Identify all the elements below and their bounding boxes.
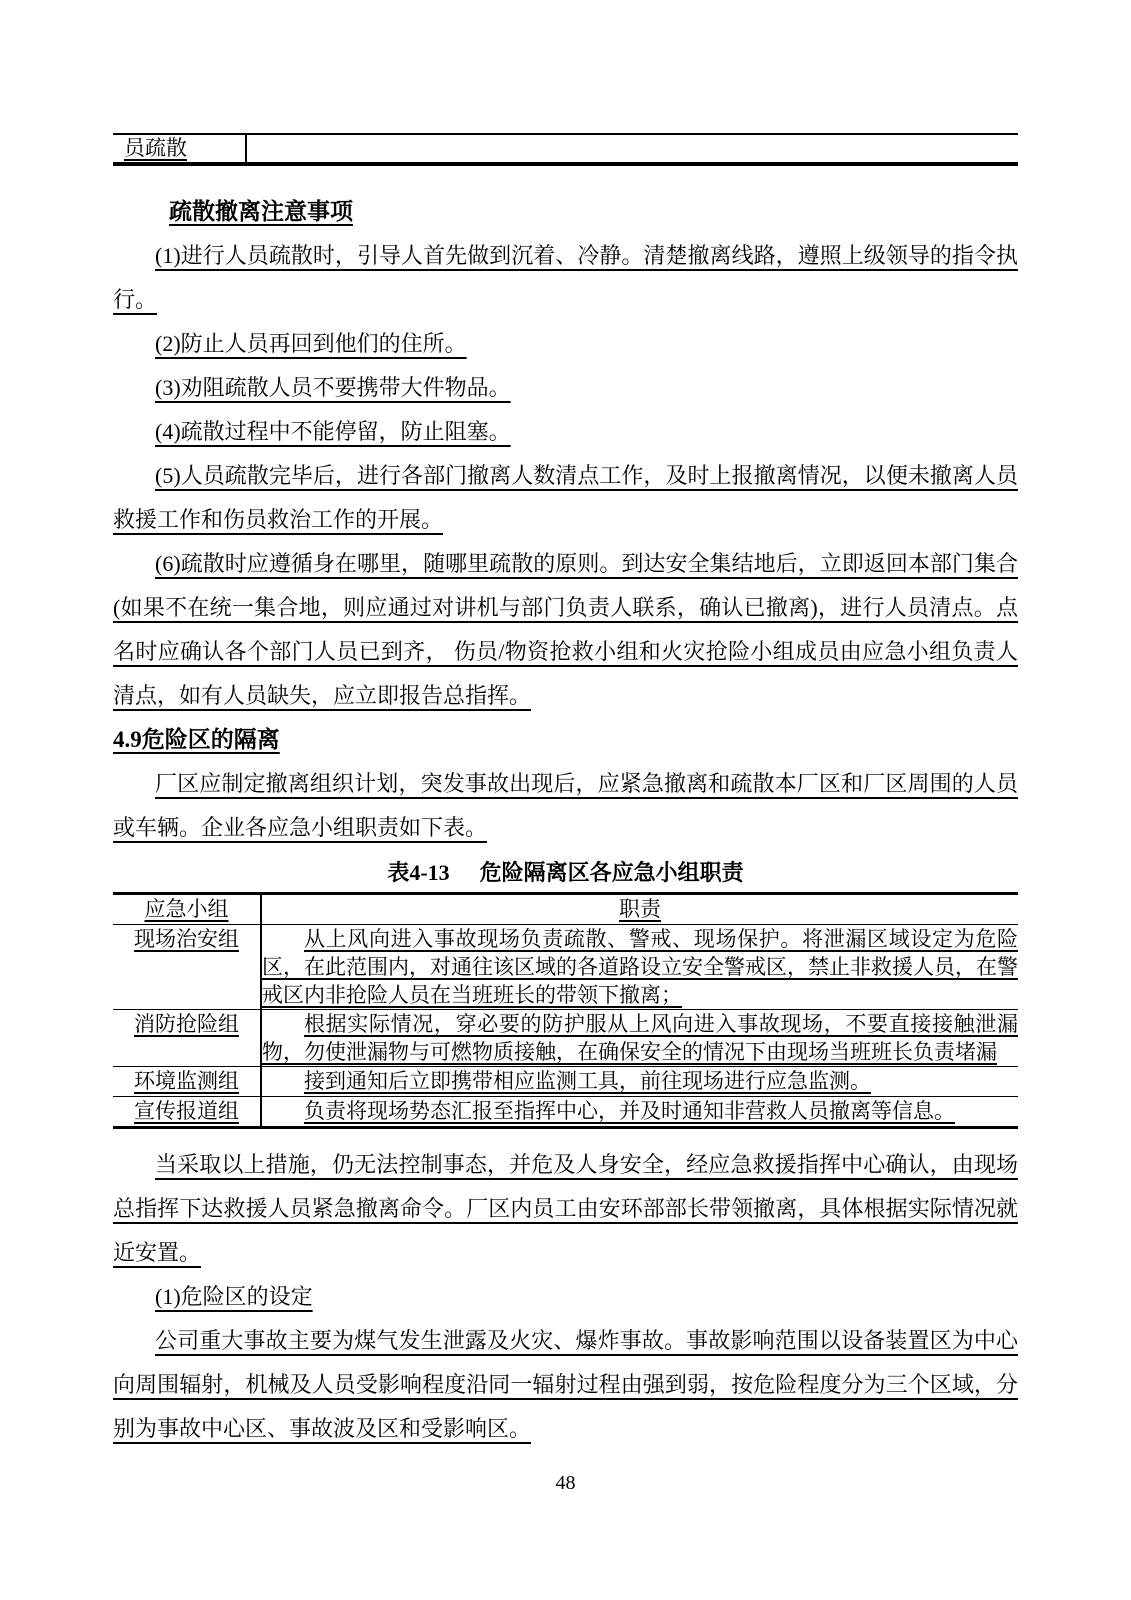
notice-item-3: (3)劝阻疏散人员不要携带大件物品。 [155,375,511,400]
page-content [113,133,1018,1451]
table-row [113,1010,1018,1067]
fragment-cell-evacuation: 员疏散 [113,135,247,162]
table-caption-label: 表4-13 [387,860,450,885]
table-row [113,1097,1018,1128]
page-number: 48 [555,1472,576,1494]
notice-item-6: (6)疏散时应遵循身在哪里，随哪里疏散的原则。到达安全集结地后，立即返回本部门集合(如果不在统一集合地，则应通过对讲机与部门负责人联系，确认已撤离)，进行人员清点。点名时应确认各个部门人员已到齐， 伤员/物资抢救小组和火灾抢险小组成员由应急小组负责人清点，如有人员缺失，应立即报告总指挥。 [113,551,1018,708]
emergency-group-duty-table [113,892,1018,1129]
post-table-paragraph: 当采取以上措施，仍无法控制事态，并危及人身安全，经应急救援指挥中心确认，由现场总指挥下达救援人员紧急撤离命令。厂区内员工由安环部部长带领撤离，具体根据实际情况就近安置。 [113,1152,1018,1265]
section-4-9-intro: 厂区应制定撤离组织计划，突发事故出现后，应紧急撤离和疏散本厂区和厂区周围的人员或车辆。企业各应急小组职责如下表。 [113,771,1018,840]
duty-cell-fire-rescue: 根据实际情况，穿必要的防护服从上风向进入事故现场，不要直接接触泄漏物，勿使泄漏物与可燃物质接触，在确保安全的情况下由现场当班班长负责堵漏 [261,1010,1018,1067]
zone-setting-heading: (1)危险区的设定 [155,1284,313,1309]
table-caption-title: 危险隔离区各应急小组职责 [479,860,744,885]
zone-setting-paragraph: 公司重大事故主要为煤气发生泄露及火灾、爆炸事故。事故影响范围以设备装置区为中心向周围辐射，机械及人员受影响程度沿同一辐射过程由强到弱，按危险程度分为三个区域，分别为事故中心区、事故波及区和受影响区。 [113,1328,1018,1441]
group-cell-site-security: 现场治安组 [113,925,261,1010]
duty-cell-site-security: 从上风向进入事故现场负责疏散、警戒、现场保护。将泄漏区域设定为危险区，在此范围内，对通往该区域的各道路设立安全警戒区，禁止非救援人员，在警戒区内非抢险人员在当班班长的带领下撤离； [261,925,1018,1010]
table-row [113,1067,1018,1097]
notice-heading: 疏散撤离注意事项 [169,199,353,224]
notice-item-5: (5)人员疏散完毕后，进行各部门撤离人数清点工作，及时上报撤离情况，以便未撤离人员救援工作和伤员救治工作的开展。 [113,463,1018,532]
section-4-9-heading: 4.9危险区的隔离 [113,727,280,752]
table-caption [113,854,1018,892]
duty-cell-publicity: 负责将现场势态汇报至指挥中心，并及时通知非营救人员撤离等信息。 [304,1099,955,1123]
group-cell-publicity: 宣传报道组 [113,1097,261,1128]
table-row [113,925,1018,1010]
group-cell-fire-rescue: 消防抢险组 [113,1010,261,1067]
table-header-duty: 职责 [261,894,1018,925]
table-header-row [113,894,1018,925]
notice-item-2: (2)防止人员再回到他们的住所。 [155,331,467,356]
notice-item-1: (1)进行人员疏散时，引导人首先做到沉着、冷静。清楚撤离线路，遵照上级领导的指令执行。 [113,243,1018,312]
duty-cell-env-monitoring: 接到通知后立即携带相应监测工具，前往现场进行应急监测。 [261,1067,1018,1097]
continued-table-fragment [113,133,1018,166]
table-header-group: 应急小组 [113,894,261,925]
group-cell-env-monitoring: 环境监测组 [113,1067,261,1097]
after-table-section [113,1143,1018,1451]
notice-item-4: (4)疏散过程中不能停留，防止阻塞。 [155,419,511,444]
fragment-cell-empty [247,135,1018,162]
